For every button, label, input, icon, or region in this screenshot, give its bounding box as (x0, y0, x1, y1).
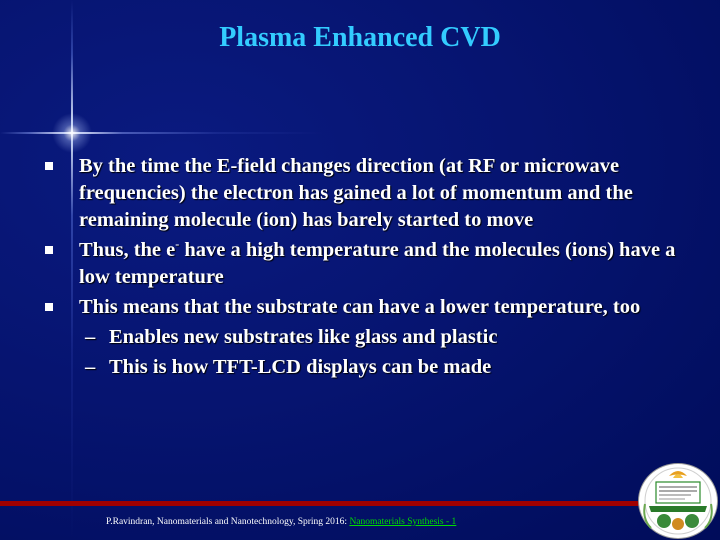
footer-rule (0, 501, 640, 506)
footer-link[interactable]: Nanomaterials Synthesis - 1 (349, 517, 457, 527)
square-bullet-icon (45, 162, 53, 170)
sub-bullet-text: This is how TFT-LCD displays can be made (109, 356, 492, 378)
dash-bullet: – (85, 326, 96, 348)
footer-text: P.Ravindran, Nanomaterials and Nanotechnology, Spring 2016: (106, 517, 350, 527)
bullet-item (76, 294, 676, 321)
bullet-text: By the time the E-field changes direction (at RF or microwave frequencies) the electron has gained a lot of momentum and the remaining molecule (ion) has barely started to move (79, 155, 633, 231)
bullet-superscript: - (175, 237, 180, 252)
lens-flare-glow (52, 113, 92, 153)
university-emblem-icon (638, 463, 718, 539)
square-bullet-icon (45, 246, 53, 254)
dash-bullet: – (85, 356, 96, 378)
bullet-text-end: have a high temperature and the molecules (ions) have a low temperature (79, 239, 676, 288)
bullet-item (76, 153, 676, 234)
footer (106, 517, 456, 527)
lens-flare-vertical (71, 0, 73, 540)
lens-flare-horizontal (0, 132, 720, 134)
bullet-text: This means that the substrate can have a lower temperature, too (79, 296, 641, 318)
emblem-graphic (639, 464, 717, 538)
sub-bullet-item (76, 354, 676, 381)
sub-bullet-item (76, 324, 676, 351)
sub-bullet-text: Enables new substrates like glass and plastic (109, 326, 498, 348)
slide-title: Plasma Enhanced CVD (219, 22, 501, 53)
square-bullet-icon (45, 303, 53, 311)
bullet-list (76, 153, 676, 384)
bullet-item (76, 237, 676, 291)
bullet-text-start: Thus, the e (79, 239, 176, 261)
